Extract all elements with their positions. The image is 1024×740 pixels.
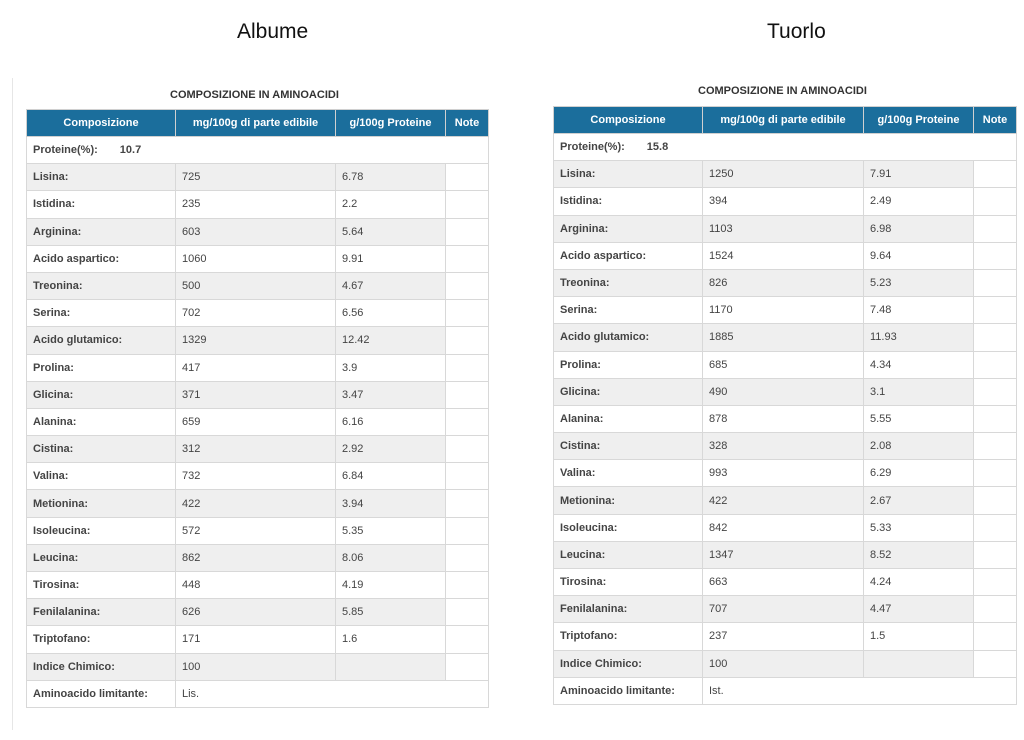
table-row (554, 351, 1017, 378)
table-row (554, 269, 1017, 296)
table-row (554, 623, 1017, 650)
note-cell (446, 191, 489, 218)
table-row (27, 245, 489, 272)
amino-name: Alanina: (554, 405, 703, 432)
mg-value: 448 (176, 572, 336, 599)
albume-table-heading: COMPOSIZIONE IN AMINOACIDI (170, 89, 339, 101)
col-header-note: Note (446, 110, 489, 137)
tuorlo-title: Tuorlo (767, 20, 826, 43)
table-row (27, 327, 489, 354)
amino-name: Metionina: (554, 487, 703, 514)
col-header-composizione: Composizione (554, 107, 703, 134)
table-row (554, 188, 1017, 215)
col-header-mg: mg/100g di parte edibile (703, 107, 864, 134)
amino-name: Treonina: (554, 269, 703, 296)
amino-name: Lisina: (27, 164, 176, 191)
note-cell (974, 242, 1017, 269)
amino-name: Tirosina: (27, 572, 176, 599)
amino-name: Prolina: (27, 354, 176, 381)
mg-value: 993 (703, 460, 864, 487)
table-row (27, 490, 489, 517)
mg-value: 659 (176, 408, 336, 435)
amino-name: Triptofano: (27, 626, 176, 653)
g-value: 2.49 (864, 188, 974, 215)
limitante-row (554, 677, 1017, 704)
table-row (27, 626, 489, 653)
amino-name: Metionina: (27, 490, 176, 517)
g-value: 2.92 (336, 436, 446, 463)
tuorlo-table-heading: COMPOSIZIONE IN AMINOACIDI (698, 85, 867, 97)
table-row (27, 164, 489, 191)
amino-name: Prolina: (554, 351, 703, 378)
table-row (27, 599, 489, 626)
note-cell (446, 626, 489, 653)
g-value: 3.94 (336, 490, 446, 517)
g-value: 8.52 (864, 541, 974, 568)
amino-name: Arginina: (554, 215, 703, 242)
note-cell (974, 487, 1017, 514)
table-row (554, 161, 1017, 188)
col-header-mg: mg/100g di parte edibile (176, 110, 336, 137)
note-cell (974, 433, 1017, 460)
note-cell (974, 269, 1017, 296)
limitante-value: Ist. (703, 677, 1017, 704)
mg-value: 702 (176, 300, 336, 327)
albume-title: Albume (237, 20, 309, 43)
note-cell (446, 653, 489, 680)
note-cell (974, 405, 1017, 432)
note-cell (446, 245, 489, 272)
mg-value: 1885 (703, 324, 864, 351)
g-value: 11.93 (864, 324, 974, 351)
amino-name: Glicina: (554, 378, 703, 405)
amino-name: Isoleucina: (554, 514, 703, 541)
amino-name: Valina: (27, 463, 176, 490)
g-value: 4.34 (864, 351, 974, 378)
mg-value: 707 (703, 596, 864, 623)
table-row (27, 300, 489, 327)
g-value: 8.06 (336, 544, 446, 571)
table-row (554, 405, 1017, 432)
table-row (554, 569, 1017, 596)
mg-value: 862 (176, 544, 336, 571)
note-cell (446, 164, 489, 191)
mg-value: 500 (176, 272, 336, 299)
note-cell (974, 188, 1017, 215)
g-value: 1.5 (864, 623, 974, 650)
note-cell (446, 327, 489, 354)
note-cell (446, 463, 489, 490)
amino-name: Leucina: (27, 544, 176, 571)
note-cell (974, 161, 1017, 188)
table-row (554, 460, 1017, 487)
note-cell (974, 460, 1017, 487)
mg-value: 603 (176, 218, 336, 245)
note-cell (974, 215, 1017, 242)
g-value: 5.33 (864, 514, 974, 541)
g-value: 6.56 (336, 300, 446, 327)
amino-name: Leucina: (554, 541, 703, 568)
note-cell (446, 544, 489, 571)
note-cell (974, 596, 1017, 623)
g-value: 5.23 (864, 269, 974, 296)
table-row (554, 378, 1017, 405)
note-cell (446, 599, 489, 626)
amino-name: Indice Chimico: (554, 650, 703, 677)
table-row (554, 596, 1017, 623)
note-cell (974, 324, 1017, 351)
mg-value: 1329 (176, 327, 336, 354)
g-value: 5.35 (336, 517, 446, 544)
protein-cell (27, 137, 489, 164)
mg-value: 732 (176, 463, 336, 490)
mg-value: 100 (703, 650, 864, 677)
table-row (554, 297, 1017, 324)
g-value: 6.98 (864, 215, 974, 242)
note-cell (974, 378, 1017, 405)
table-row (27, 572, 489, 599)
g-value: 3.9 (336, 354, 446, 381)
note-cell (446, 572, 489, 599)
table-row (27, 218, 489, 245)
albume-amino-table (26, 109, 489, 708)
amino-name: Cistina: (27, 436, 176, 463)
mg-value: 237 (703, 623, 864, 650)
table-row (27, 517, 489, 544)
amino-name: Acido glutamico: (554, 324, 703, 351)
table-row (27, 191, 489, 218)
amino-name: Istidina: (554, 188, 703, 215)
g-value: 7.91 (864, 161, 974, 188)
amino-name: Indice Chimico: (27, 653, 176, 680)
mg-value: 422 (703, 487, 864, 514)
amino-name: Glicina: (27, 381, 176, 408)
g-value: 9.91 (336, 245, 446, 272)
table-row (554, 215, 1017, 242)
note-cell (974, 650, 1017, 677)
table-row (554, 487, 1017, 514)
g-value: 6.78 (336, 164, 446, 191)
g-value: 5.85 (336, 599, 446, 626)
table-row (27, 381, 489, 408)
amino-name: Acido glutamico: (27, 327, 176, 354)
note-cell (446, 381, 489, 408)
mg-value: 422 (176, 490, 336, 517)
mg-value: 878 (703, 405, 864, 432)
g-value: 4.47 (864, 596, 974, 623)
mg-value: 1250 (703, 161, 864, 188)
g-value: 12.42 (336, 327, 446, 354)
amino-name: Fenilalanina: (27, 599, 176, 626)
mg-value: 371 (176, 381, 336, 408)
protein-label: Proteine(%): (33, 144, 98, 157)
table-row (27, 544, 489, 571)
note-cell (446, 517, 489, 544)
table-row (27, 354, 489, 381)
protein-label: Proteine(%): (560, 141, 625, 154)
note-cell (446, 272, 489, 299)
g-value: 5.55 (864, 405, 974, 432)
limitante-row (27, 680, 489, 707)
table-row (27, 653, 489, 680)
col-header-note: Note (974, 107, 1017, 134)
protein-value: 10.7 (119, 144, 142, 157)
amino-name: Cistina: (554, 433, 703, 460)
mg-value: 1524 (703, 242, 864, 269)
col-header-composizione: Composizione (27, 110, 176, 137)
amino-name: Isoleucina: (27, 517, 176, 544)
table-row (554, 514, 1017, 541)
mg-value: 1103 (703, 215, 864, 242)
table-row (27, 408, 489, 435)
table-row (554, 541, 1017, 568)
tuorlo-amino-table (553, 106, 1017, 705)
amino-name: Fenilalanina: (554, 596, 703, 623)
g-value: 5.64 (336, 218, 446, 245)
table-row (27, 272, 489, 299)
g-value: 4.67 (336, 272, 446, 299)
amino-name: Serina: (27, 300, 176, 327)
mg-value: 663 (703, 569, 864, 596)
amino-name: Treonina: (27, 272, 176, 299)
table-row (554, 242, 1017, 269)
g-value (336, 653, 446, 680)
mg-value: 685 (703, 351, 864, 378)
amino-name: Triptofano: (554, 623, 703, 650)
amino-name: Serina: (554, 297, 703, 324)
g-value: 3.1 (864, 378, 974, 405)
limitante-label: Aminoacido limitante: (554, 677, 703, 704)
mg-value: 626 (176, 599, 336, 626)
mg-value: 100 (176, 653, 336, 680)
table-row (554, 433, 1017, 460)
mg-value: 826 (703, 269, 864, 296)
limitante-value: Lis. (176, 680, 489, 707)
g-value: 2.08 (864, 433, 974, 460)
note-cell (974, 623, 1017, 650)
note-cell (446, 408, 489, 435)
g-value (864, 650, 974, 677)
g-value: 7.48 (864, 297, 974, 324)
albume-panel (12, 78, 481, 730)
note-cell (446, 354, 489, 381)
note-cell (974, 569, 1017, 596)
table-row (554, 650, 1017, 677)
table-row (554, 324, 1017, 351)
mg-value: 171 (176, 626, 336, 653)
g-value: 4.24 (864, 569, 974, 596)
g-value: 2.2 (336, 191, 446, 218)
note-cell (974, 351, 1017, 378)
mg-value: 394 (703, 188, 864, 215)
col-header-g: g/100g Proteine (336, 110, 446, 137)
amino-name: Istidina: (27, 191, 176, 218)
g-value: 6.84 (336, 463, 446, 490)
amino-name: Valina: (554, 460, 703, 487)
amino-name: Acido aspartico: (27, 245, 176, 272)
amino-name: Alanina: (27, 408, 176, 435)
g-value: 2.67 (864, 487, 974, 514)
g-value: 9.64 (864, 242, 974, 269)
note-cell (446, 490, 489, 517)
protein-value: 15.8 (646, 141, 669, 154)
protein-row (554, 134, 1017, 161)
mg-value: 312 (176, 436, 336, 463)
limitante-label: Aminoacido limitante: (27, 680, 176, 707)
protein-cell (554, 134, 1017, 161)
note-cell (446, 436, 489, 463)
amino-name: Acido aspartico: (554, 242, 703, 269)
mg-value: 725 (176, 164, 336, 191)
g-value: 1.6 (336, 626, 446, 653)
g-value: 4.19 (336, 572, 446, 599)
note-cell (974, 541, 1017, 568)
mg-value: 235 (176, 191, 336, 218)
mg-value: 1347 (703, 541, 864, 568)
note-cell (446, 300, 489, 327)
note-cell (974, 297, 1017, 324)
protein-row (27, 137, 489, 164)
amino-name: Lisina: (554, 161, 703, 188)
col-header-g: g/100g Proteine (864, 107, 974, 134)
mg-value: 842 (703, 514, 864, 541)
mg-value: 328 (703, 433, 864, 460)
amino-name: Tirosina: (554, 569, 703, 596)
note-cell (446, 218, 489, 245)
mg-value: 572 (176, 517, 336, 544)
amino-name: Arginina: (27, 218, 176, 245)
mg-value: 1170 (703, 297, 864, 324)
mg-value: 417 (176, 354, 336, 381)
table-row (27, 436, 489, 463)
table-row (27, 463, 489, 490)
mg-value: 490 (703, 378, 864, 405)
g-value: 6.29 (864, 460, 974, 487)
g-value: 3.47 (336, 381, 446, 408)
mg-value: 1060 (176, 245, 336, 272)
g-value: 6.16 (336, 408, 446, 435)
note-cell (974, 514, 1017, 541)
